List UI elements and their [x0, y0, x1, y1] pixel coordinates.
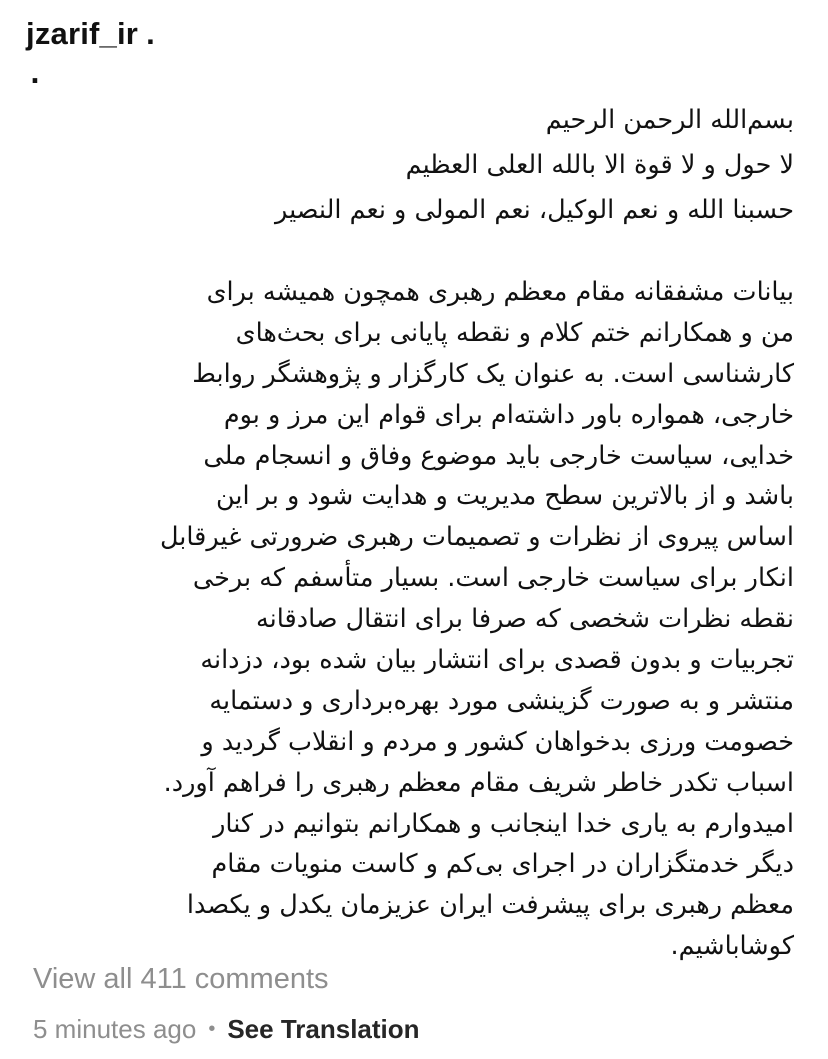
caption-line: بیانات مشفقانه مقام معظم رهبری همچون همیشه برای [206, 277, 794, 307]
username-suffix: . [146, 16, 155, 51]
caption-line: اسباب تکدر خاطر شریف مقام معظم رهبری را فراهم آورد. [163, 767, 794, 798]
caption-line: لا حول و لا قوة الا بالله العلی العظیم [405, 150, 794, 180]
username[interactable]: jzarif_ir [26, 16, 139, 51]
caption-line: بسم‌الله الرحمن الرحیم [545, 105, 794, 135]
timestamp: 5 minutes ago [33, 1014, 197, 1044]
caption-line: کوشاباشیم. [670, 931, 794, 962]
post-header [26, 10, 155, 58]
caption-line: خصومت ورزی بدخواهان کشور و مردم و انقلاب گردید و [201, 726, 794, 757]
caption-line: انکار برای سیاست خارجی است. بسیار متأسفم که برخی [192, 563, 794, 594]
see-translation-link[interactable]: See Translation [227, 1014, 420, 1044]
caption-line: معظم رهبری برای پیشرفت ایران عزیزمان یکدل و یکصدا [186, 890, 794, 921]
post-meta [33, 1014, 420, 1045]
separator-dot: • [208, 1018, 216, 1040]
caption-line: امیدوارم به یاری خدا اینجانب و همکارانم بتوانیم در کنار [213, 808, 794, 839]
view-comments-link[interactable]: View all 411 comments [33, 963, 329, 995]
caption-line: منتشر و به صورت گزینشی مورد بهره‌برداری و دستمایه [209, 685, 794, 716]
caption-line: نقطه نظرات شخصی که صرفا برای انتقال صادقانه [256, 604, 794, 635]
caption-line: خدایی، سیاست خارجی باید موضوع وفاق و انسجام ملی [203, 440, 794, 471]
caption-body [26, 272, 794, 967]
caption-line: حسبنا الله و نعم الوکیل، نعم المولی و نعم النصیر [275, 195, 794, 225]
caption-line: اساس پیروی از نظرات و تصمیمات رهبری ضرورتی غیرقابل [159, 522, 794, 553]
caption-line: من و همکارانم ختم کلام و نقطه پایانی برای بحث‌های [235, 317, 794, 348]
caption-line: خارجی، همواره باور داشته‌ام برای قوام این مرز و بوم [223, 399, 794, 430]
spacer-dot: . [30, 60, 40, 90]
caption-opening [26, 98, 794, 233]
caption-line: تجربیات و بدون قصدی برای انتشار بیان شده بود، دزدانه [200, 645, 794, 676]
caption-line: باشد و از بالاترین سطح مدیریت و هدایت شود و بر این [215, 481, 794, 512]
caption-line: کارشناسی است. به عنوان یک کارگزار و پژوهشگر روابط [192, 358, 794, 389]
caption-line: دیگر خدمتگزاران در اجرای بی‌کم و کاست منویات مقام [211, 849, 794, 880]
